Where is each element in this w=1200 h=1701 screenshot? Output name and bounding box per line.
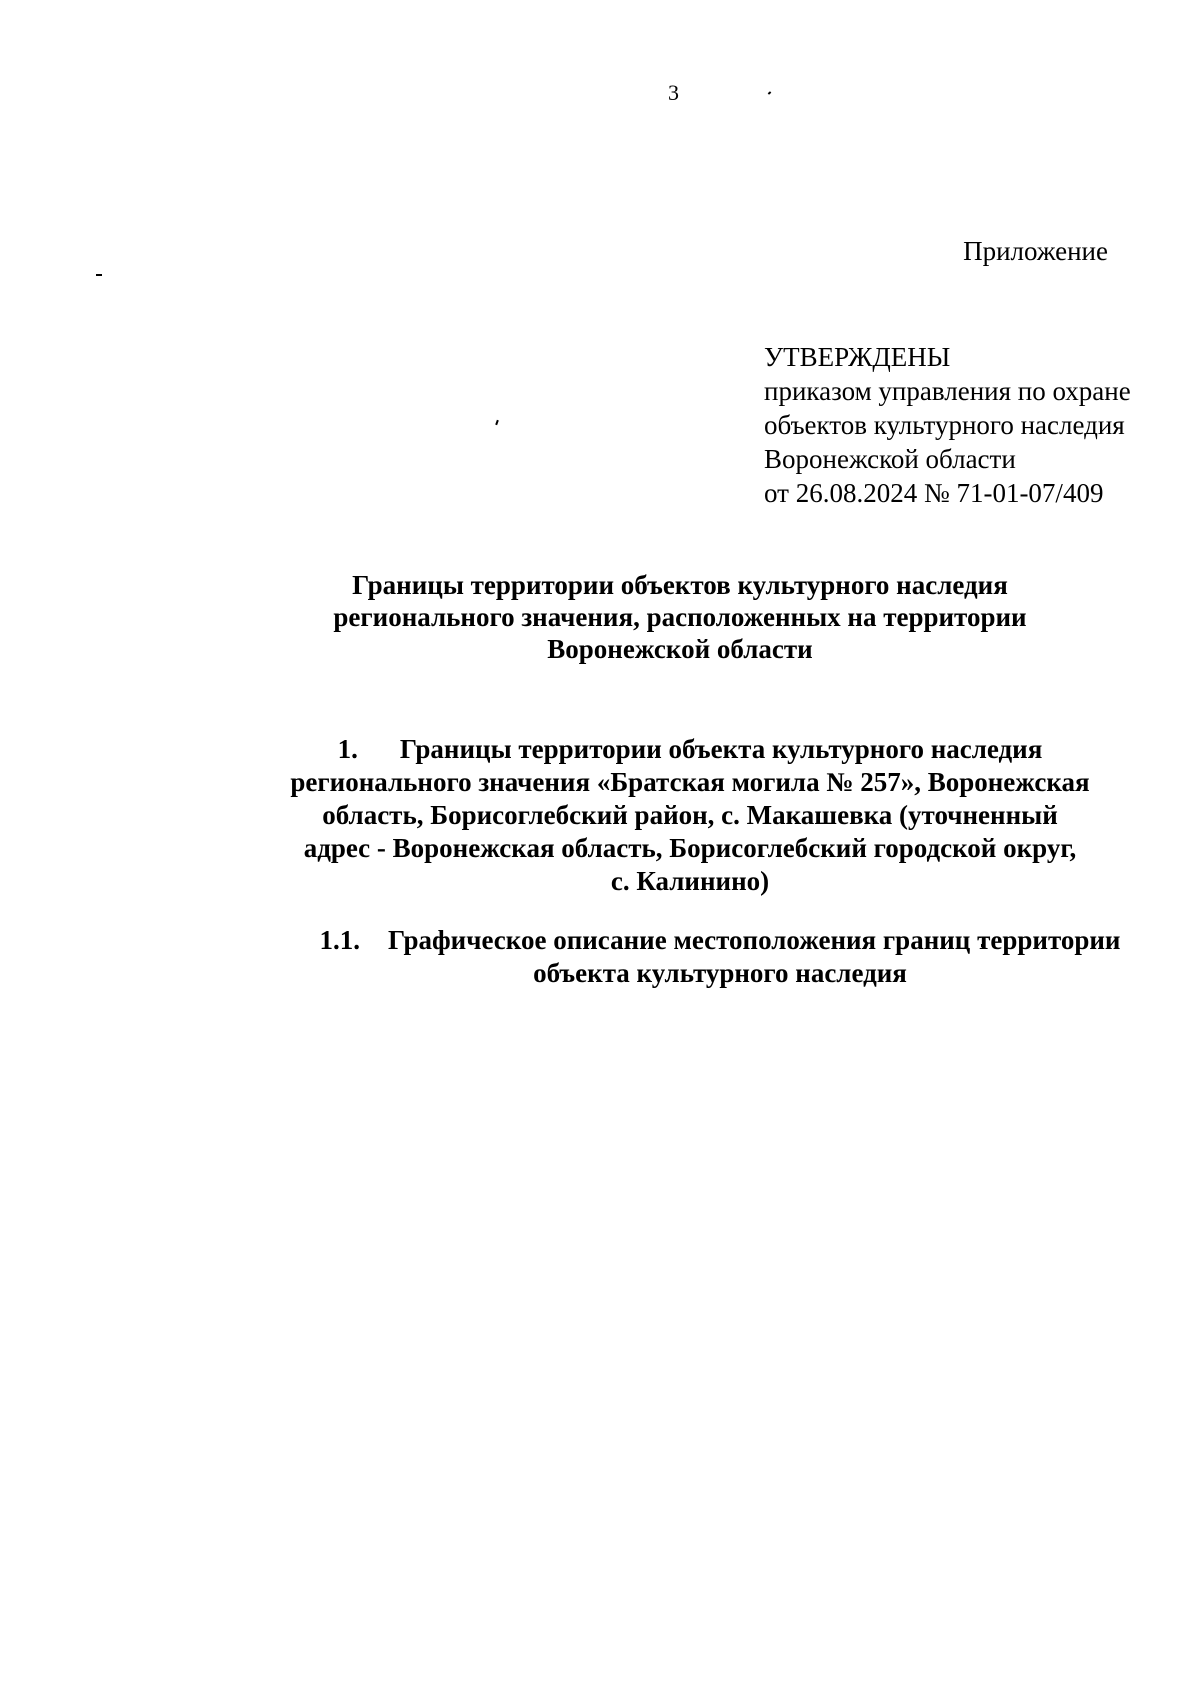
subsection-heading <box>280 924 1160 990</box>
appendix-label: Приложение <box>963 236 1108 266</box>
subsection-line: объекта культурного наследия <box>533 958 907 988</box>
scan-speck <box>768 91 772 94</box>
approval-order-number: от 26.08.2024 № 71-01-07/409 <box>764 478 1104 508</box>
subsection-line: Графическое описание местоположения границ территории <box>388 925 1121 955</box>
subsection-first-line <box>280 924 1160 957</box>
subsection-number: 1.1. <box>319 925 360 955</box>
section-heading <box>240 733 1140 898</box>
scan-speck <box>495 420 499 425</box>
approval-heading: УТВЕРЖДЕНЫ <box>764 342 951 372</box>
approval-block <box>764 340 1131 510</box>
scan-speck <box>96 274 102 276</box>
approval-line: Воронежской области <box>764 444 1016 474</box>
title-line: Границы территории объектов культурного наследия <box>352 570 1008 600</box>
section-line: адрес - Воронежская область, Борисоглебский городской округ, <box>303 833 1077 863</box>
section-number: 1. <box>337 734 358 764</box>
approval-line: приказом управления по охране <box>764 376 1131 406</box>
section-line: область, Борисоглебский район, с. Макашевка (уточненный <box>322 800 1058 830</box>
section-line: с. Калинино) <box>610 866 770 896</box>
page-number: 3 <box>668 80 679 105</box>
title-line: регионального значения, расположенных на территории <box>333 602 1027 632</box>
section-line: Границы территории объекта культурного наследия <box>399 734 1043 764</box>
section-first-line <box>240 733 1140 766</box>
section-line: регионального значения «Братская могила № 257», Воронежская <box>290 767 1090 797</box>
title-line: Воронежской области <box>547 634 813 664</box>
approval-line: объектов культурного наследия <box>764 410 1125 440</box>
document-title <box>300 569 1060 665</box>
